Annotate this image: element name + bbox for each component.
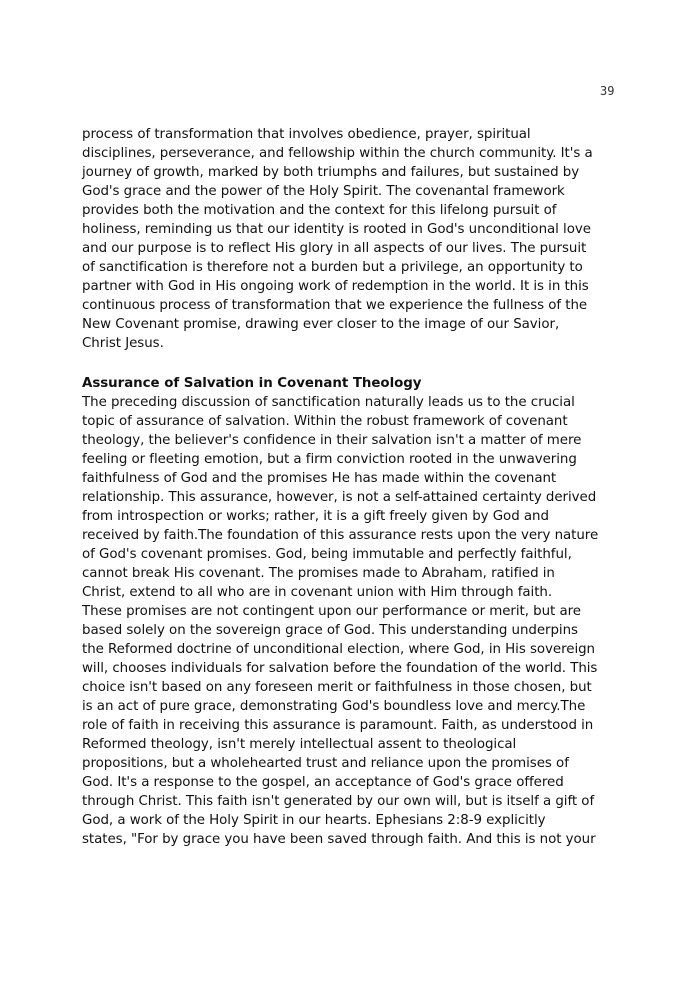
text-line: disciplines, perseverance, and fellowship within the church community. It's a [82, 146, 593, 161]
text-line: received by faith.The foundation of this assurance rests upon the very nature [82, 528, 599, 543]
text-line: from introspection or works; rather, it is a gift freely given by God and [82, 509, 549, 524]
text-line: relationship. This assurance, however, is not a self-attained certainty derived [82, 490, 597, 505]
section-heading: Assurance of Salvation in Covenant Theology [82, 376, 422, 391]
text-line: partner with God in His ongoing work of redemption in the world. It is in this [82, 279, 589, 294]
paragraph-assurance [82, 393, 642, 849]
text-line: the Reformed doctrine of unconditional election, where God, in His sovereign [82, 642, 595, 657]
text-line: New Covenant promise, drawing ever closer to the image of our Savior, [82, 317, 560, 332]
text-line: of sanctification is therefore not a burden but a privilege, an opportunity to [82, 260, 583, 275]
text-line: and our purpose is to reflect His glory in all aspects of our lives. The pursuit [82, 241, 587, 256]
text-line: process of transformation that involves obedience, prayer, spiritual [82, 127, 531, 142]
text-line: through Christ. This faith isn't generated by our own will, but is itself a gift of [82, 794, 595, 809]
text-line: choice isn't based on any foreseen merit or faithfulness in those chosen, but [82, 680, 592, 695]
text-line: based solely on the sovereign grace of God. This understanding underpins [82, 623, 578, 638]
text-line: feeling or fleeting emotion, but a firm conviction rooted in the unwavering [82, 452, 577, 467]
text-line: faithfulness of God and the promises He has made within the covenant [82, 471, 557, 486]
text-line: God's grace and the power of the Holy Spirit. The covenantal framework [82, 184, 565, 199]
text-line: Christ, extend to all who are in covenant union with Him through faith. [82, 585, 553, 600]
text-line: theology, the believer's confidence in their salvation isn't a matter of mere [82, 433, 582, 448]
text-line: of God's covenant promises. God, being immutable and perfectly faithful, [82, 547, 572, 562]
text-line: God, a work of the Holy Spirit in our hearts. Ephesians 2:8-9 explicitly [82, 813, 546, 828]
text-line: is an act of pure grace, demonstrating God's boundless love and mercy.The [82, 699, 586, 714]
text-line: journey of growth, marked by both triumphs and failures, but sustained by [82, 165, 580, 180]
text-line: propositions, but a wholehearted trust and reliance upon the promises of [82, 756, 569, 771]
text-line: Reformed theology, isn't merely intellectual assent to theological [82, 737, 517, 752]
text-line: will, chooses individuals for salvation before the foundation of the world. This [82, 661, 598, 676]
text-line: states, "For by grace you have been saved through faith. And this is not your [82, 832, 596, 847]
text-line: topic of assurance of salvation. Within the robust framework of covenant [82, 414, 568, 429]
text-line: Christ Jesus. [82, 336, 164, 351]
text-line: continuous process of transformation that we experience the fullness of the [82, 298, 588, 313]
text-line: provides both the motivation and the context for this lifelong pursuit of [82, 203, 557, 218]
text-line: The preceding discussion of sanctification naturally leads us to the crucial [82, 395, 575, 410]
text-line: God. It's a response to the gospel, an acceptance of God's grace offered [82, 775, 564, 790]
section-assurance [82, 374, 642, 849]
text-line: These promises are not contingent upon our performance or merit, but are [82, 604, 581, 619]
paragraph-sanctification [82, 125, 642, 353]
text-line: cannot break His covenant. The promises made to Abraham, ratified in [82, 566, 555, 581]
text-line: role of faith in receiving this assurance is paramount. Faith, as understood in [82, 718, 594, 733]
page-number: 39 [600, 84, 615, 98]
text-line: holiness, reminding us that our identity is rooted in God's unconditional love [82, 222, 591, 237]
